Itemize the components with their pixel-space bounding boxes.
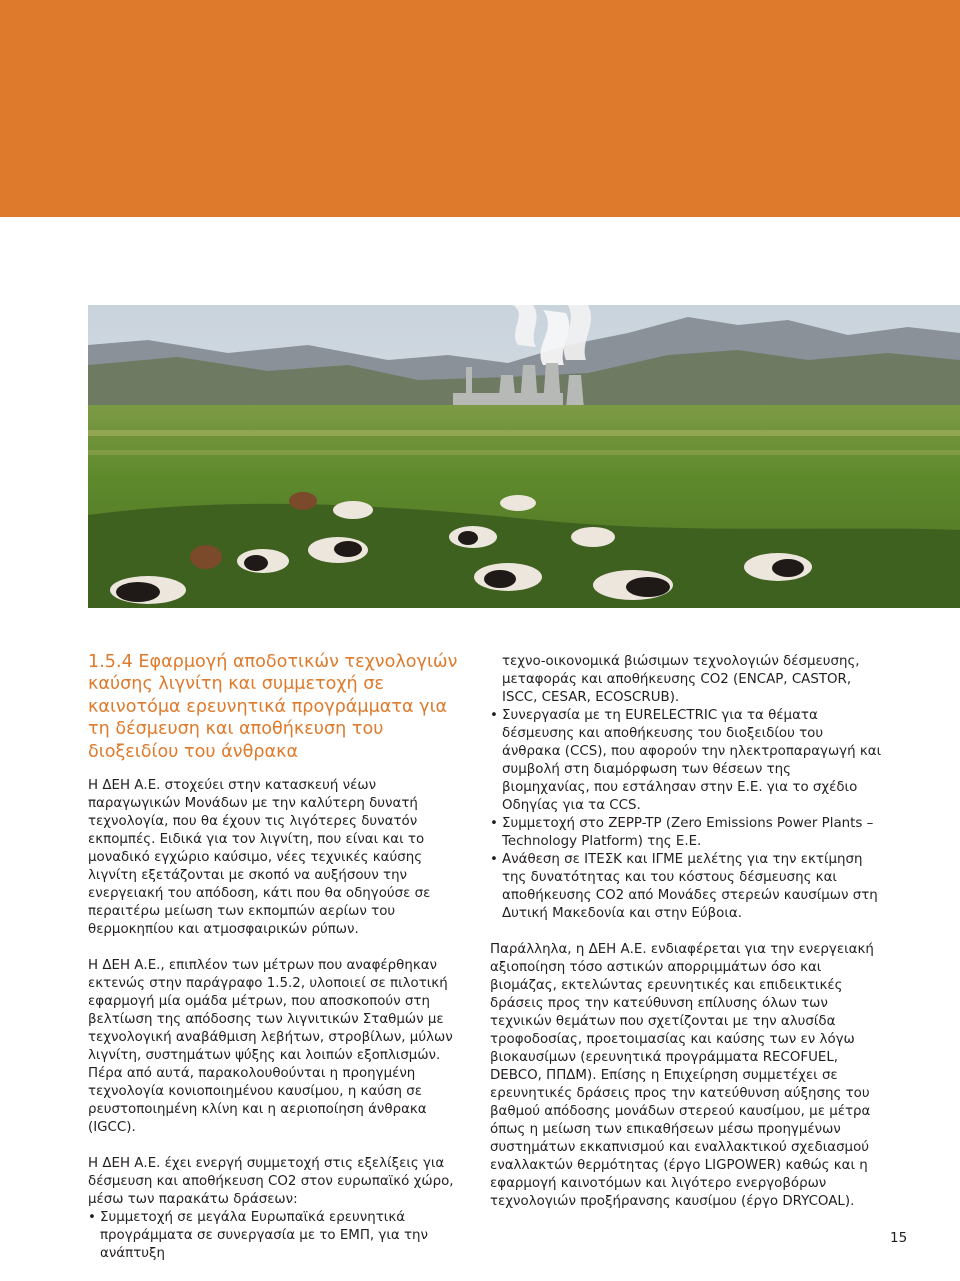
left-text-column (88, 651, 470, 1281)
power-plant-landscape-photo (88, 305, 960, 608)
body-paragraph: Παράλληλα, η ΔΕΗ Α.Ε. ενδιαφέρεται για την ενεργειακή αξιοποίηση τόσο αστικών απορριμμάτων όσο και βιομάζας, εκτελώντας ερευνητικές και επιδεικτικές δράσεις προς την κατεύθυνση επίλυσης όλων των τεχνικών θεμάτων που σχετίζονται με την αλυσίδα τροφοδοσίας, προετοιμασίας και καύσης των εν λόγω βιοκαυσίμων (ερευνητικά προγράμματα RECOFUEL, DEBCO, ΠΠΔΜ). Επίσης η Επιχείρηση συμμετέχει σε ερευνητικές δράσεις προς την κατεύθυνση αύξησης του βαθμού απόδοσης μονάδων στερεού καυσίμου, με μέτρα όπως η μείωση των επικαθήσεων μέσω προηγμένων συστημάτων εκκαπνισμού και εναλλακτικού σχεδιασμού εναλλακτών θερμότητας (έργο LIGPOWER) καθώς και η εφαρμογή καινοτόμων και λιγότερο ενεργοβόρων τεχνολογιών προξήρανσης καυσίμου (έργο DRYCOAL). (490, 942, 874, 1209)
bullet-item: • Συμμετοχή σε μεγάλα Ευρωπαϊκά ερευνητικά προγράμματα σε συνεργασία με το ΕΜΠ, για την ανάπτυξη (88, 1209, 470, 1263)
body-paragraph: Η ΔΕΗ Α.Ε. έχει ενεργή συμμετοχή στις εξελίξεις για δέσμευση και αποθήκευση CO2 στον ευρωπαϊκό χώρο, μέσω των παρακάτω δράσεων: (88, 1156, 454, 1208)
body-paragraph: Η ΔΕΗ Α.Ε., επιπλέον των μέτρων που αναφέρθηκαν εκτενώς στην παράγραφο 1.5.2, υλοποιεί σε πιλοτική εφαρμογή μία ομάδα μέτρων, που αποσκοπούν στη βελτίωση της απόδοσης των λιγνιτικών Σταθμών με τεχνολογική αναβάθμιση λεβήτων, στροβίλων, μύλων λιγνίτη, συστημάτων ψύξης και λοιπών εξοπλισμών. Πέρα από αυτά, παρακολουθούνται η προηγμένη τεχνολογία κονιοποιημένου καυσίμου, η καύση σε ρευστοποιημένη κλίνη και η αεριοποίηση άνθρακα (IGCC). (88, 958, 453, 1136)
landscape-photo-icon (88, 305, 960, 608)
bullet-item: • Ανάθεση σε ΙΤΕΣΚ και ΙΓΜΕ μελέτης για την εκτίμηση της δυνατότητας και του κόστους δέσμευσης και αποθήκευσης CO2 από Μονάδες στερεών καυσίμων στη Δυτική Μακεδονία και στην Εύβοια. (490, 851, 882, 923)
continued-bullet-text: τεχνο-οικονομικά βιώσιμων τεχνολογιών δέσμευσης, μεταφοράς και αποθήκευσης CO2 (ENCAP, CASTOR, ISCC, CESAR, ECOSCRUB). (502, 654, 860, 705)
header-color-band (0, 0, 960, 217)
bullet-list (490, 707, 882, 923)
section-heading: 1.5.4 Εφαρμογή αποδοτικών τεχνολογιών καύσης λιγνίτη και συμμετοχή σε καινοτόμα ερευνητικά προγράμματα για τη δέσμευση και αποθήκευση του διοξειδίου του άνθρακα (88, 652, 458, 762)
page-number: 15 (890, 1230, 908, 1246)
body-paragraph: Η ΔΕΗ Α.Ε. στοχεύει στην κατασκευή νέων παραγωγικών Μονάδων με την καλύτερη δυνατή τεχνολογία, που θα έχουν τις λιγότερες δυνατόν εκπομπές. Ειδικά για τον λιγνίτη, που είναι και το μοναδικό εγχώριο καύσιμο, νέες τεχνικές καύσης λιγνίτη εξετάζονται με σκοπό να αυξήσουν την ενεργειακή του απόδοση, κάτι που θα οδηγούσε σε περαιτέρω μείωση των εκπομπών αερίων του θερμοκηπίου και ατμοσφαιρικών ρύπων. (88, 778, 431, 938)
bullet-list (88, 1209, 470, 1263)
bullet-item: • Συνεργασία με τη EURELECTRIC για τα θέματα δέσμευσης και αποθήκευσης του διοξειδίου του άνθρακα (CCS), που αφορούν την ηλεκτροπαραγωγή και συμβολή στη διαμόρφωση των θέσεων της βιομηχανίας, που εστάλησαν στην Ε.Ε. για το σχέδιο Οδηγίας για τα CCS. (490, 707, 882, 815)
bullet-item: • Συμμετοχή στο ZEPP-TP (Zero Emissions Power Plants –Technology Platform) της Ε.Ε. (490, 815, 882, 851)
right-text-column (490, 653, 882, 1229)
